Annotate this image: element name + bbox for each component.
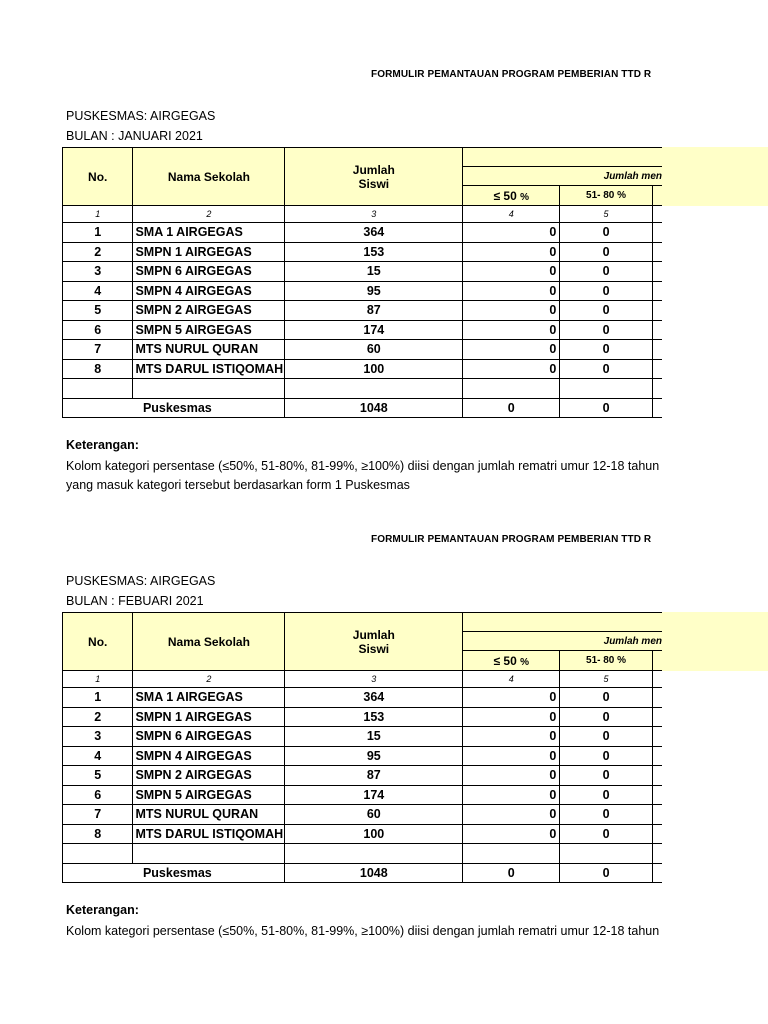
blank-row	[63, 844, 663, 864]
school-name: SMPN 1 AIRGEGAS	[133, 707, 285, 727]
index-overflow-cell	[652, 206, 662, 223]
pct-50-value: 0	[463, 824, 560, 844]
student-count: 153	[285, 707, 463, 727]
row-number: 4	[63, 746, 133, 766]
table-row	[63, 281, 663, 301]
total-label: Puskesmas	[133, 863, 285, 883]
header-pct-51-80-unit: %	[617, 655, 627, 666]
header-jumlah-line1: Jumlah	[352, 162, 395, 177]
row-overflow-cell	[652, 262, 662, 282]
row-overflow-cell	[652, 707, 662, 727]
pct-50-value: 0	[463, 785, 560, 805]
total-row	[63, 863, 663, 883]
row-overflow-cell	[652, 746, 662, 766]
school-table	[62, 612, 662, 883]
keterangan-line-1: Kolom kategori persentase (≤50%, 51-80%, 81-99%, ≥100%) diisi dengan jumlah rematri umur 12-18 tahun	[66, 924, 660, 938]
row-number: 7	[63, 805, 133, 825]
header-group-label	[463, 167, 662, 186]
table-row	[63, 359, 663, 379]
pct-50-value: 0	[463, 359, 560, 379]
table-row	[63, 824, 663, 844]
row-overflow-cell	[652, 340, 662, 360]
table-row	[63, 805, 663, 825]
blank-cell	[652, 379, 662, 399]
student-count: 100	[285, 824, 463, 844]
total-pct-50: 0	[463, 398, 560, 418]
pct-51-80-value: 0	[560, 766, 652, 786]
form-title: FORMULIR PEMANTAUAN PROGRAM PEMBERIAN TTD R	[371, 534, 652, 545]
header-fill-overflow	[663, 612, 768, 671]
blank-row	[63, 379, 663, 399]
row-overflow-cell	[652, 223, 662, 243]
school-name: SMPN 1 AIRGEGAS	[133, 242, 285, 262]
student-count: 95	[285, 746, 463, 766]
index-overflow-cell	[652, 671, 662, 688]
pct-50-value: 0	[463, 727, 560, 747]
total-pct-50: 0	[463, 863, 560, 883]
keterangan-label: Keterangan:	[66, 438, 139, 452]
blank-cell	[652, 844, 662, 864]
total-empty-cell	[63, 863, 133, 883]
row-overflow-cell	[652, 359, 662, 379]
school-name: MTS NURUL QURAN	[133, 340, 285, 360]
row-number: 3	[63, 727, 133, 747]
school-name: SMPN 5 AIRGEGAS	[133, 320, 285, 340]
header-jumlah-siswi	[285, 148, 463, 206]
pct-51-80-value: 0	[560, 727, 652, 747]
pct-51-80-value: 0	[560, 824, 652, 844]
row-overflow-cell	[652, 688, 662, 708]
student-count: 153	[285, 242, 463, 262]
pct-51-80-value: 0	[560, 262, 652, 282]
school-name: MTS DARUL ISTIQOMAH	[133, 359, 285, 379]
pct-51-80-value: 0	[560, 746, 652, 766]
header-fill-overflow	[663, 147, 768, 206]
header-no: No.	[63, 148, 133, 206]
index-cell: 1	[63, 671, 133, 688]
student-count: 60	[285, 805, 463, 825]
blank-cell	[285, 379, 463, 399]
pct-51-80-value: 0	[560, 785, 652, 805]
student-count: 87	[285, 301, 463, 321]
index-cell: 1	[63, 206, 133, 223]
row-number: 8	[63, 359, 133, 379]
header-jumlah-line2: Siswi	[358, 176, 390, 191]
header-overflow-cell	[652, 651, 662, 671]
blank-cell	[463, 844, 560, 864]
pct-51-80-value: 0	[560, 281, 652, 301]
row-overflow-cell	[652, 727, 662, 747]
pct-50-value: 0	[463, 340, 560, 360]
keterangan-line-1: Kolom kategori persentase (≤50%, 51-80%, 81-99%, ≥100%) diisi dengan jumlah rematri umur 12-18 tahun	[66, 459, 660, 473]
pct-51-80-value: 0	[560, 359, 652, 379]
school-name: SMPN 4 AIRGEGAS	[133, 281, 285, 301]
row-overflow-cell	[652, 824, 662, 844]
row-overflow-cell	[652, 785, 662, 805]
form-january	[0, 0, 768, 492]
header-jumlah-siswi	[285, 613, 463, 671]
table-row	[63, 320, 663, 340]
row-overflow-cell	[652, 805, 662, 825]
header-nama-sekolah: Nama Sekolah	[133, 613, 285, 671]
header-pct-50	[463, 186, 560, 206]
header-group-top	[463, 148, 662, 167]
total-pct-51-80: 0	[560, 398, 652, 418]
row-number: 2	[63, 242, 133, 262]
row-overflow-cell	[652, 320, 662, 340]
table-row	[63, 766, 663, 786]
school-name: SMPN 2 AIRGEGAS	[133, 301, 285, 321]
school-name: SMA 1 AIRGEGAS	[133, 688, 285, 708]
pct-50-value: 0	[463, 223, 560, 243]
header-group-label	[463, 632, 662, 651]
header-pct-50-value: ≤ 50	[493, 653, 517, 668]
form-february	[0, 465, 768, 938]
school-name: SMPN 6 AIRGEGAS	[133, 727, 285, 747]
pct-51-80-value: 0	[560, 707, 652, 727]
row-number: 6	[63, 785, 133, 805]
pct-50-value: 0	[463, 688, 560, 708]
pct-51-80-value: 0	[560, 340, 652, 360]
header-pct-50-unit: %	[520, 656, 530, 668]
header-pct-51-80	[560, 186, 652, 206]
school-name: MTS DARUL ISTIQOMAH	[133, 824, 285, 844]
pct-50-value: 0	[463, 320, 560, 340]
pct-50-value: 0	[463, 242, 560, 262]
index-cell: 4	[463, 671, 560, 688]
row-number: 5	[63, 766, 133, 786]
pct-50-value: 0	[463, 281, 560, 301]
student-count: 87	[285, 766, 463, 786]
visible-sheet-area	[0, 465, 662, 938]
blank-cell	[285, 844, 463, 864]
header-no: No.	[63, 613, 133, 671]
student-count: 15	[285, 262, 463, 282]
index-cell: 2	[133, 671, 285, 688]
school-name: SMPN 4 AIRGEGAS	[133, 746, 285, 766]
table-row	[63, 746, 663, 766]
pct-50-value: 0	[463, 746, 560, 766]
total-overflow-cell	[652, 398, 662, 418]
blank-cell	[560, 844, 652, 864]
school-name: SMPN 6 AIRGEGAS	[133, 262, 285, 282]
row-overflow-cell	[652, 281, 662, 301]
index-cell: 5	[560, 671, 652, 688]
table-row	[63, 727, 663, 747]
blank-cell	[63, 379, 133, 399]
index-cell: 5	[560, 206, 652, 223]
header-pct-50-unit: %	[520, 191, 530, 203]
pct-51-80-value: 0	[560, 301, 652, 321]
index-row	[63, 671, 663, 688]
header-pct-51-80	[560, 651, 652, 671]
table-row	[63, 707, 663, 727]
pct-50-value: 0	[463, 766, 560, 786]
pct-50-value: 0	[463, 301, 560, 321]
blank-cell	[463, 379, 560, 399]
header-pct-50	[463, 651, 560, 671]
puskesmas-label: PUSKESMAS: AIRGEGAS	[66, 109, 216, 123]
total-pct-51-80: 0	[560, 863, 652, 883]
school-name: SMPN 2 AIRGEGAS	[133, 766, 285, 786]
row-number: 3	[63, 262, 133, 282]
header-jumlah-line2: Siswi	[358, 641, 390, 656]
header-group-top	[463, 613, 662, 632]
header-nama-sekolah: Nama Sekolah	[133, 148, 285, 206]
student-count: 100	[285, 359, 463, 379]
index-row	[63, 206, 663, 223]
keterangan-label: Keterangan:	[66, 903, 139, 917]
pct-51-80-value: 0	[560, 805, 652, 825]
header-group-text: Jumlah men	[603, 170, 662, 182]
school-name: SMA 1 AIRGEGAS	[133, 223, 285, 243]
pct-50-value: 0	[463, 707, 560, 727]
header-jumlah-line1: Jumlah	[352, 627, 395, 642]
row-number: 1	[63, 688, 133, 708]
total-label: Puskesmas	[133, 398, 285, 418]
pct-50-value: 0	[463, 805, 560, 825]
header-pct-51-80-unit: %	[617, 190, 627, 201]
index-cell: 2	[133, 206, 285, 223]
student-count: 174	[285, 785, 463, 805]
row-number: 8	[63, 824, 133, 844]
row-overflow-cell	[652, 301, 662, 321]
table-row	[63, 223, 663, 243]
pct-51-80-value: 0	[560, 242, 652, 262]
table-row	[63, 785, 663, 805]
header-pct-50-value: ≤ 50	[493, 188, 517, 203]
school-table	[62, 147, 662, 418]
row-number: 1	[63, 223, 133, 243]
header-group-text: Jumlah men	[603, 635, 662, 647]
row-overflow-cell	[652, 766, 662, 786]
student-count: 364	[285, 688, 463, 708]
total-jumlah: 1048	[285, 863, 463, 883]
row-number: 5	[63, 301, 133, 321]
pct-51-80-value: 0	[560, 320, 652, 340]
visible-sheet-area	[0, 0, 662, 492]
pct-51-80-value: 0	[560, 223, 652, 243]
blank-cell	[133, 844, 285, 864]
form-title: FORMULIR PEMANTAUAN PROGRAM PEMBERIAN TTD R	[371, 69, 652, 80]
table-row	[63, 301, 663, 321]
table-row	[63, 340, 663, 360]
header-overflow-cell	[652, 186, 662, 206]
school-name: MTS NURUL QURAN	[133, 805, 285, 825]
blank-cell	[63, 844, 133, 864]
puskesmas-label: PUSKESMAS: AIRGEGAS	[66, 574, 216, 588]
total-empty-cell	[63, 398, 133, 418]
row-number: 4	[63, 281, 133, 301]
header-pct-51-80-value: 51- 80	[586, 655, 615, 666]
student-count: 364	[285, 223, 463, 243]
pct-51-80-value: 0	[560, 688, 652, 708]
student-count: 95	[285, 281, 463, 301]
total-row	[63, 398, 663, 418]
index-cell: 4	[463, 206, 560, 223]
row-number: 2	[63, 707, 133, 727]
school-name: SMPN 5 AIRGEGAS	[133, 785, 285, 805]
row-number: 6	[63, 320, 133, 340]
bulan-label: BULAN : JANUARI 2021	[66, 129, 203, 143]
index-cell: 3	[285, 671, 463, 688]
blank-cell	[560, 379, 652, 399]
pct-50-value: 0	[463, 262, 560, 282]
row-overflow-cell	[652, 242, 662, 262]
keterangan-line-2: yang masuk kategori tersebut berdasarkan form 1 Puskesmas	[66, 478, 410, 492]
header-pct-51-80-value: 51- 80	[586, 190, 615, 201]
row-number: 7	[63, 340, 133, 360]
student-count: 174	[285, 320, 463, 340]
index-cell: 3	[285, 206, 463, 223]
total-overflow-cell	[652, 863, 662, 883]
bulan-label: BULAN : FEBUARI 2021	[66, 594, 204, 608]
table-row	[63, 262, 663, 282]
student-count: 60	[285, 340, 463, 360]
table-row	[63, 242, 663, 262]
blank-cell	[133, 379, 285, 399]
total-jumlah: 1048	[285, 398, 463, 418]
student-count: 15	[285, 727, 463, 747]
table-row	[63, 688, 663, 708]
